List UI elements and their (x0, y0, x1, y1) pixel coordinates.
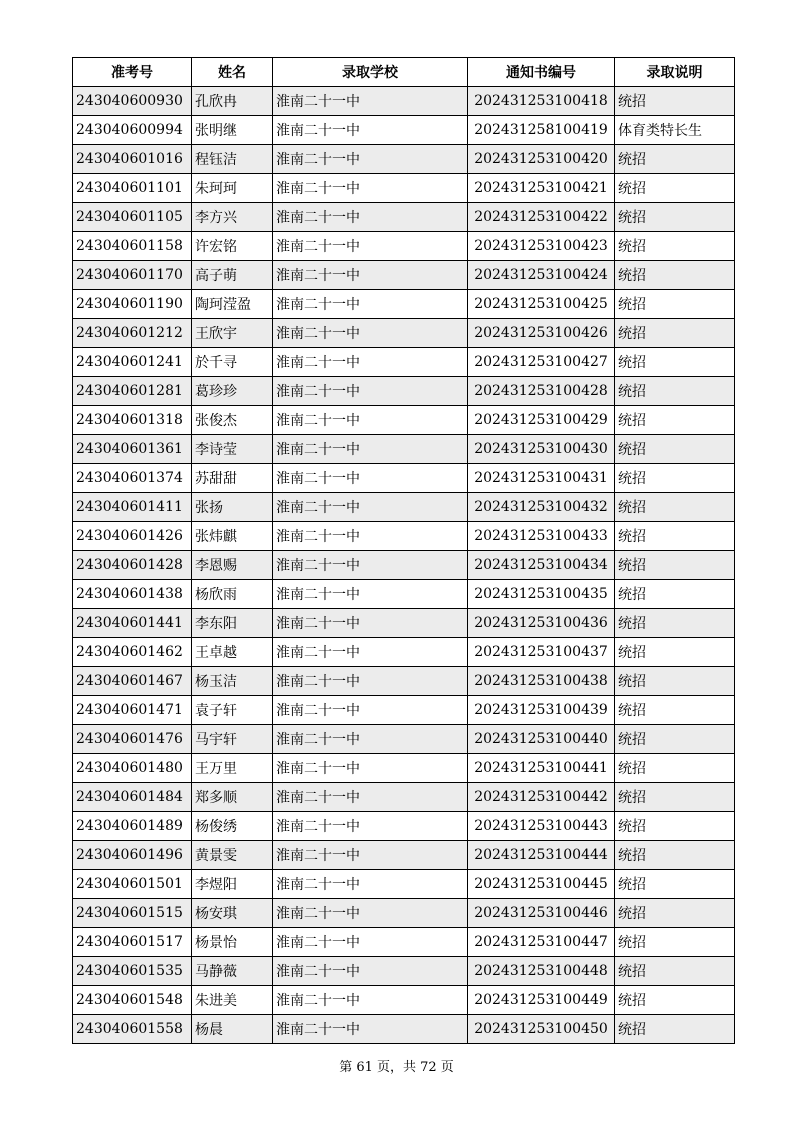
cell-admission-note: 统招 (615, 725, 735, 754)
cell-admission-note: 统招 (615, 377, 735, 406)
cell-notice-number: 202431253100437 (468, 638, 615, 667)
cell-exam-id: 243040601501 (73, 870, 192, 899)
cell-exam-id: 243040601212 (73, 319, 192, 348)
table-row (73, 261, 735, 290)
cell-school: 淮南二十一中 (273, 754, 468, 783)
table-row (73, 116, 735, 145)
cell-school: 淮南二十一中 (273, 290, 468, 319)
cell-exam-id: 243040601441 (73, 609, 192, 638)
cell-name: 程钰洁 (192, 145, 273, 174)
cell-name: 杨玉洁 (192, 667, 273, 696)
table-row (73, 493, 735, 522)
cell-school: 淮南二十一中 (273, 87, 468, 116)
cell-name: 杨景怡 (192, 928, 273, 957)
cell-admission-note: 统招 (615, 754, 735, 783)
cell-notice-number: 202431253100418 (468, 87, 615, 116)
cell-name: 黄景雯 (192, 841, 273, 870)
cell-admission-note: 统招 (615, 551, 735, 580)
cell-name: 孔欣冉 (192, 87, 273, 116)
cell-notice-number: 202431253100442 (468, 783, 615, 812)
admission-table (72, 57, 735, 1044)
cell-notice-number: 202431253100449 (468, 986, 615, 1015)
cell-school: 淮南二十一中 (273, 406, 468, 435)
table-row (73, 609, 735, 638)
cell-exam-id: 243040601411 (73, 493, 192, 522)
cell-name: 杨欣雨 (192, 580, 273, 609)
cell-name: 苏甜甜 (192, 464, 273, 493)
cell-name: 杨安琪 (192, 899, 273, 928)
cell-notice-number: 202431253100435 (468, 580, 615, 609)
cell-admission-note: 统招 (615, 87, 735, 116)
cell-exam-id: 243040601374 (73, 464, 192, 493)
cell-name: 李煜阳 (192, 870, 273, 899)
header-exam-id: 准考号 (73, 58, 192, 87)
cell-school: 淮南二十一中 (273, 348, 468, 377)
cell-exam-id: 243040601467 (73, 667, 192, 696)
header-school: 录取学校 (273, 58, 468, 87)
cell-notice-number: 202431253100430 (468, 435, 615, 464)
cell-school: 淮南二十一中 (273, 986, 468, 1015)
cell-admission-note: 统招 (615, 290, 735, 319)
cell-exam-id: 243040601105 (73, 203, 192, 232)
cell-school: 淮南二十一中 (273, 203, 468, 232)
cell-name: 李东阳 (192, 609, 273, 638)
page-footer: 第 61 页，共 72 页 (339, 1060, 454, 1075)
cell-notice-number: 202431253100440 (468, 725, 615, 754)
cell-admission-note: 统招 (615, 493, 735, 522)
table-row (73, 174, 735, 203)
cell-notice-number: 202431253100427 (468, 348, 615, 377)
cell-admission-note: 统招 (615, 812, 735, 841)
cell-notice-number: 202431253100439 (468, 696, 615, 725)
cell-notice-number: 202431253100447 (468, 928, 615, 957)
table-row (73, 638, 735, 667)
cell-admission-note: 统招 (615, 174, 735, 203)
cell-exam-id: 243040601480 (73, 754, 192, 783)
cell-school: 淮南二十一中 (273, 899, 468, 928)
cell-notice-number: 202431253100438 (468, 667, 615, 696)
cell-school: 淮南二十一中 (273, 580, 468, 609)
cell-school: 淮南二十一中 (273, 145, 468, 174)
cell-school: 淮南二十一中 (273, 493, 468, 522)
header-notice-number: 通知书编号 (468, 58, 615, 87)
cell-school: 淮南二十一中 (273, 116, 468, 145)
cell-name: 张明继 (192, 116, 273, 145)
cell-name: 马静薇 (192, 957, 273, 986)
cell-exam-id: 243040601016 (73, 145, 192, 174)
cell-exam-id: 243040601489 (73, 812, 192, 841)
table-row (73, 754, 735, 783)
cell-exam-id: 243040601241 (73, 348, 192, 377)
cell-notice-number: 202431253100433 (468, 522, 615, 551)
cell-school: 淮南二十一中 (273, 667, 468, 696)
cell-notice-number: 202431253100429 (468, 406, 615, 435)
cell-exam-id: 243040601515 (73, 899, 192, 928)
cell-name: 王欣宇 (192, 319, 273, 348)
cell-admission-note: 统招 (615, 928, 735, 957)
header-name: 姓名 (192, 58, 273, 87)
table-row (73, 435, 735, 464)
cell-name: 郑多顺 (192, 783, 273, 812)
cell-exam-id: 243040601535 (73, 957, 192, 986)
cell-name: 朱进美 (192, 986, 273, 1015)
cell-exam-id: 243040600994 (73, 116, 192, 145)
cell-admission-note: 统招 (615, 841, 735, 870)
cell-school: 淮南二十一中 (273, 319, 468, 348)
cell-notice-number: 202431253100428 (468, 377, 615, 406)
cell-school: 淮南二十一中 (273, 522, 468, 551)
cell-exam-id: 243040601190 (73, 290, 192, 319)
cell-admission-note: 统招 (615, 1015, 735, 1044)
table-row (73, 841, 735, 870)
cell-admission-note: 统招 (615, 435, 735, 464)
cell-admission-note: 统招 (615, 406, 735, 435)
cell-name: 杨俊绣 (192, 812, 273, 841)
cell-notice-number: 202431253100434 (468, 551, 615, 580)
cell-admission-note: 统招 (615, 145, 735, 174)
table-row (73, 406, 735, 435)
table-row (73, 232, 735, 261)
cell-notice-number: 202431253100431 (468, 464, 615, 493)
cell-school: 淮南二十一中 (273, 841, 468, 870)
cell-notice-number: 202431253100425 (468, 290, 615, 319)
table-row (73, 1015, 735, 1044)
table-row (73, 899, 735, 928)
cell-exam-id: 243040601318 (73, 406, 192, 435)
cell-school: 淮南二十一中 (273, 725, 468, 754)
cell-admission-note: 统招 (615, 580, 735, 609)
table-row (73, 87, 735, 116)
cell-school: 淮南二十一中 (273, 928, 468, 957)
cell-name: 马宇轩 (192, 725, 273, 754)
table-row (73, 319, 735, 348)
cell-exam-id: 243040601471 (73, 696, 192, 725)
cell-notice-number: 202431258100419 (468, 116, 615, 145)
table-row (73, 348, 735, 377)
cell-school: 淮南二十一中 (273, 377, 468, 406)
cell-exam-id: 243040601281 (73, 377, 192, 406)
cell-exam-id: 243040601558 (73, 1015, 192, 1044)
cell-school: 淮南二十一中 (273, 812, 468, 841)
cell-admission-note: 统招 (615, 957, 735, 986)
cell-name: 张炜麒 (192, 522, 273, 551)
table-row (73, 203, 735, 232)
table-row (73, 928, 735, 957)
cell-school: 淮南二十一中 (273, 1015, 468, 1044)
cell-exam-id: 243040601484 (73, 783, 192, 812)
cell-admission-note: 统招 (615, 232, 735, 261)
cell-admission-note: 统招 (615, 870, 735, 899)
cell-name: 张俊杰 (192, 406, 273, 435)
table-row (73, 812, 735, 841)
cell-admission-note: 统招 (615, 261, 735, 290)
cell-school: 淮南二十一中 (273, 174, 468, 203)
cell-exam-id: 243040601496 (73, 841, 192, 870)
cell-name: 袁子轩 (192, 696, 273, 725)
cell-school: 淮南二十一中 (273, 551, 468, 580)
cell-name: 李恩赐 (192, 551, 273, 580)
cell-school: 淮南二十一中 (273, 232, 468, 261)
cell-school: 淮南二十一中 (273, 957, 468, 986)
table-row (73, 377, 735, 406)
cell-admission-note: 统招 (615, 638, 735, 667)
cell-admission-note: 统招 (615, 783, 735, 812)
cell-notice-number: 202431253100446 (468, 899, 615, 928)
table-row (73, 464, 735, 493)
cell-name: 张扬 (192, 493, 273, 522)
cell-exam-id: 243040601476 (73, 725, 192, 754)
cell-notice-number: 202431253100445 (468, 870, 615, 899)
header-admission-note: 录取说明 (615, 58, 735, 87)
table-row (73, 725, 735, 754)
cell-notice-number: 202431253100423 (468, 232, 615, 261)
table-row (73, 986, 735, 1015)
table-row (73, 783, 735, 812)
cell-admission-note: 统招 (615, 899, 735, 928)
cell-notice-number: 202431253100448 (468, 957, 615, 986)
cell-notice-number: 202431253100420 (468, 145, 615, 174)
cell-exam-id: 243040601548 (73, 986, 192, 1015)
table-row (73, 696, 735, 725)
table-header-row (73, 58, 735, 87)
cell-notice-number: 202431253100424 (468, 261, 615, 290)
cell-name: 王万里 (192, 754, 273, 783)
cell-name: 李方兴 (192, 203, 273, 232)
cell-notice-number: 202431253100444 (468, 841, 615, 870)
table-row (73, 957, 735, 986)
cell-admission-note: 统招 (615, 609, 735, 638)
table-row (73, 870, 735, 899)
cell-admission-note: 统招 (615, 464, 735, 493)
table-row (73, 667, 735, 696)
cell-school: 淮南二十一中 (273, 435, 468, 464)
cell-school: 淮南二十一中 (273, 638, 468, 667)
cell-admission-note: 体育类特长生 (615, 116, 735, 145)
cell-admission-note: 统招 (615, 348, 735, 377)
cell-admission-note: 统招 (615, 522, 735, 551)
cell-exam-id: 243040601361 (73, 435, 192, 464)
table-row (73, 522, 735, 551)
table-row (73, 551, 735, 580)
cell-admission-note: 统招 (615, 986, 735, 1015)
cell-notice-number: 202431253100426 (468, 319, 615, 348)
cell-name: 陶珂滢盈 (192, 290, 273, 319)
cell-school: 淮南二十一中 (273, 464, 468, 493)
cell-school: 淮南二十一中 (273, 696, 468, 725)
cell-name: 李诗莹 (192, 435, 273, 464)
cell-name: 王卓越 (192, 638, 273, 667)
cell-exam-id: 243040601428 (73, 551, 192, 580)
cell-exam-id: 243040600930 (73, 87, 192, 116)
cell-exam-id: 243040601426 (73, 522, 192, 551)
cell-exam-id: 243040601101 (73, 174, 192, 203)
cell-exam-id: 243040601462 (73, 638, 192, 667)
table-row (73, 145, 735, 174)
cell-notice-number: 202431253100450 (468, 1015, 615, 1044)
cell-name: 许宏铭 (192, 232, 273, 261)
cell-notice-number: 202431253100421 (468, 174, 615, 203)
cell-school: 淮南二十一中 (273, 609, 468, 638)
cell-admission-note: 统招 (615, 696, 735, 725)
cell-notice-number: 202431253100443 (468, 812, 615, 841)
cell-exam-id: 243040601170 (73, 261, 192, 290)
cell-exam-id: 243040601517 (73, 928, 192, 957)
cell-notice-number: 202431253100432 (468, 493, 615, 522)
cell-name: 朱珂珂 (192, 174, 273, 203)
cell-name: 杨晨 (192, 1015, 273, 1044)
cell-name: 葛珍珍 (192, 377, 273, 406)
cell-school: 淮南二十一中 (273, 870, 468, 899)
table-row (73, 580, 735, 609)
table-row (73, 290, 735, 319)
cell-name: 高子萌 (192, 261, 273, 290)
cell-school: 淮南二十一中 (273, 783, 468, 812)
cell-admission-note: 统招 (615, 667, 735, 696)
cell-exam-id: 243040601438 (73, 580, 192, 609)
cell-admission-note: 统招 (615, 203, 735, 232)
cell-notice-number: 202431253100422 (468, 203, 615, 232)
cell-name: 於千寻 (192, 348, 273, 377)
cell-exam-id: 243040601158 (73, 232, 192, 261)
cell-notice-number: 202431253100436 (468, 609, 615, 638)
cell-notice-number: 202431253100441 (468, 754, 615, 783)
cell-school: 淮南二十一中 (273, 261, 468, 290)
cell-admission-note: 统招 (615, 319, 735, 348)
